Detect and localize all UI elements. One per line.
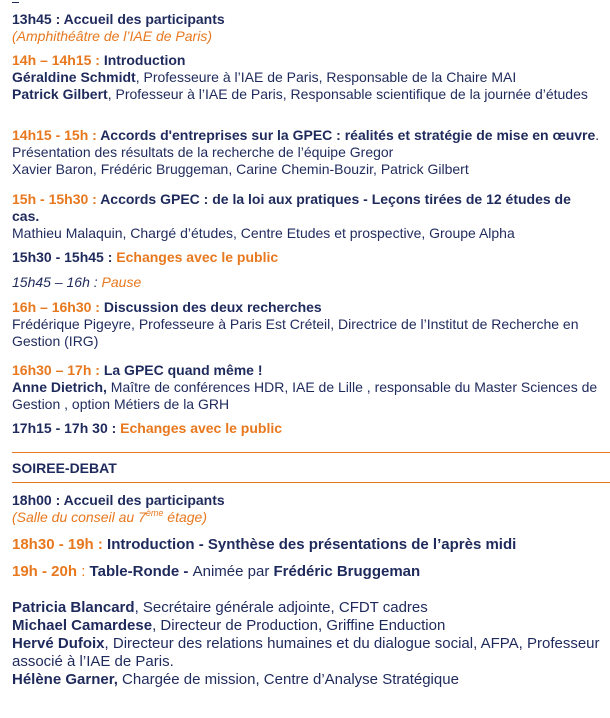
speaker-role: , Professeure à l’IAE de Paris, Responsable de la Chaire MAI [135,69,517,85]
slot-1800 [12,492,602,526]
speaker-role: , Professeur à l’IAE de Paris, Responsable scientifique de la journée d’études [107,86,588,102]
slot-time: 16h30 – 17h : [12,362,104,378]
slot-title: Pause [101,274,142,290]
panelist-role: , Directeur de Production, Griffine Enduction [152,617,446,634]
slot-sep: : [77,563,90,580]
section-divider [12,482,610,483]
slot-1830 [12,536,602,553]
slot-time: 14h – 14h15 : [12,52,104,68]
slot-people: Mathieu Malaquin, Chargé d’études, Centre Etudes et prospective, Groupe Alpha [12,225,515,241]
slot-1545 [12,274,602,291]
slot-1415 [12,127,602,178]
slot-title: Echanges avec le public [116,249,279,265]
slot-title: Discussion des deux recherches [103,299,322,315]
panelist-role: , Directeur des relations humaines et du dialogue social, AFPA, Professeur associé à l’IAE de Paris. [12,635,600,670]
slot-title: Table-Ronde - [89,563,193,580]
slot-venue-end: étage) [163,509,207,525]
evening-heading: SOIREE-DEBAT [12,460,117,476]
slot-1900 [12,563,602,580]
slot-venue: (Salle du conseil au 7 [12,509,146,525]
slot-time: 13h45 : [12,11,64,27]
slot-time: 15h45 – 16h : [12,274,102,290]
speaker-role: Maître de conférences HDR, IAE de Lille , responsable du Master Sciences de Gestion , option Métiers de la GRH [12,379,598,412]
slot-title: Accords GPEC : de la loi aux pratiques - Leçons tirées de 12 études de cas. [12,191,571,224]
slot-time: 14h15 - 15h : [12,127,101,143]
slot-1600 [12,299,602,350]
speaker-name: Patrick Gilbert [12,86,108,102]
slot-time: 15h - 15h30 : [12,191,101,207]
speaker-name: Anne Dietrich, [12,379,107,395]
slot-venue: (Amphithéâtre de l’IAE de Paris) [12,28,212,44]
slot-1530 [12,249,602,266]
slot-1500 [12,191,602,242]
slot-1715 [12,420,602,437]
slot-1630 [12,362,602,413]
slot-time: 19h - 20h [12,563,78,580]
slot-time: 18h00 : [12,492,64,508]
slot-host: Frédéric Bruggeman [273,563,421,580]
slot-title: Accueil des participants [63,492,225,508]
panelist-role: Chargée de mission, Centre d’Analyse Stratégique [117,671,459,688]
slot-desc: . Présentation des résultats de la recherche de l’équipe Gregor [12,127,600,160]
slot-venue-sup: ème [145,508,164,518]
slot-subtitle: Animée par [192,563,274,580]
panelist-name: Hélène Garner, [12,671,118,688]
panel-list [12,599,602,689]
panelist-name: Hervé Dufoix [12,635,105,652]
panelist [12,599,602,617]
panelist [12,671,602,689]
slot-title: La GPEC quand même ! [103,362,263,378]
slot-people: Xavier Baron, Frédéric Bruggeman, Carine Chemin-Bouzir, Patrick Gilbert [12,161,469,177]
speaker-name: Géraldine Schmidt [12,69,136,85]
slot-1400 [12,52,602,103]
slot-time: 18h30 - 19h : [12,536,108,553]
slot-people: Frédérique Pigeyre, Professeure à Paris Est Créteil, Directrice de l’Institut de Recherche en Gestion (IRG) [12,316,579,349]
top-mark [12,2,19,3]
panelist-name: Michael Camardese [12,617,153,634]
slot-title: Accueil des participants [63,11,225,27]
slot-title: Echanges avec le public [120,420,283,436]
slot-title: Introduction - Synthèse des présentations de l’après midi [107,536,517,553]
slot-title: Introduction [103,52,186,68]
slot-time: 17h15 - 17h 30 : [12,420,121,436]
panelist [12,635,602,671]
slot-time: 16h – 16h30 : [12,299,104,315]
slot-title: Accords d'entreprises sur la GPEC : réalités et stratégie de mise en œuvre [100,127,596,143]
section-divider [12,452,610,453]
slot-1345 [12,11,602,45]
slot-time: 15h30 - 15h45 : [12,249,117,265]
panelist-role: , Secrétaire générale adjointe, CFDT cadres [134,599,428,616]
panelist-name: Patricia Blancard [12,599,135,616]
panelist [12,617,602,635]
